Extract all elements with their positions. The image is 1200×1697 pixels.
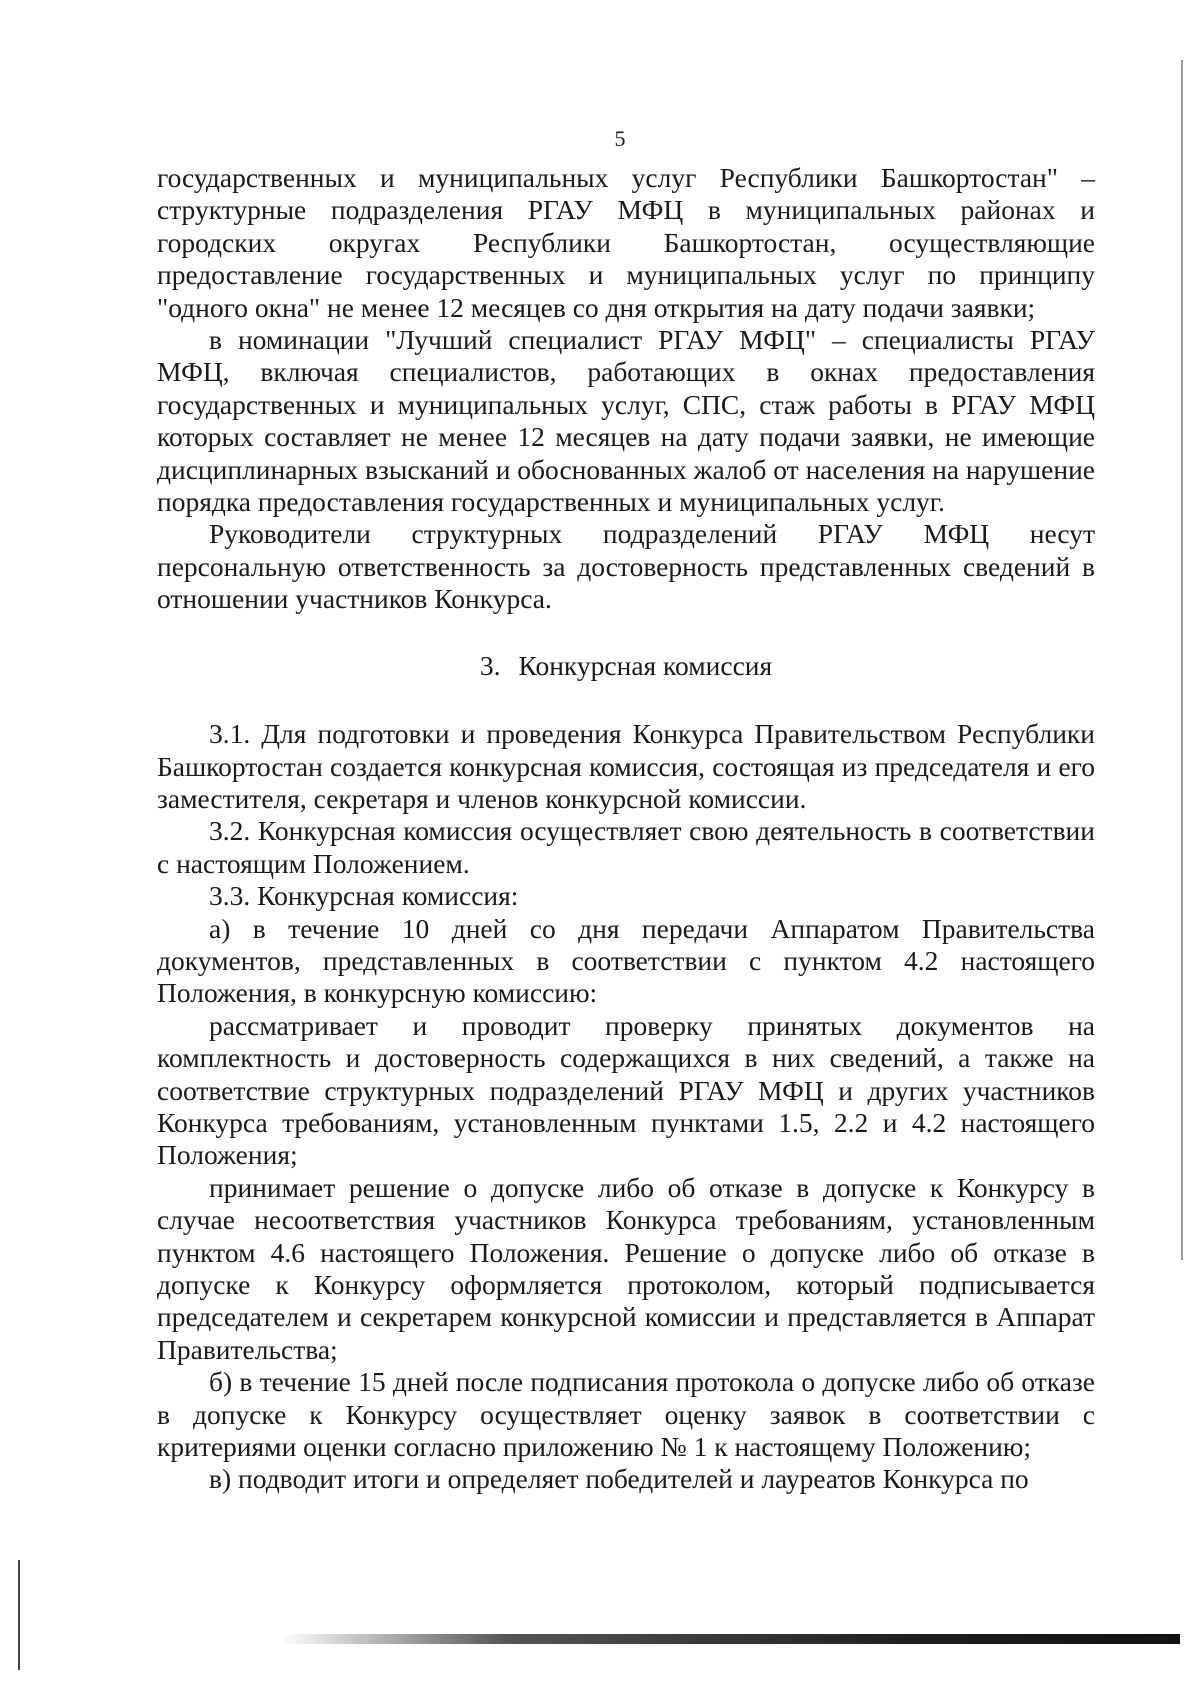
- scan-bottom-bar: [280, 1634, 1180, 1644]
- clause-3-3: 3.3. Конкурсная комиссия:: [209, 880, 519, 912]
- subclause-a-decision: принимает решение о допуске либо об отказе в допуске к Конкурсу в случае несоответствия участников Конкурса требованиям, установленным пунктом 4.6 настоящего Положения. Решение о допуске либо об отказе в допуске к Конкурсу оформляется протоколом, который подписывается председателем и секретарем конкурсной комиссии и представляется в Аппарат Правительства;: [157, 1171, 1095, 1365]
- document-body: [157, 162, 1095, 1496]
- scan-edge-right: [1181, 60, 1183, 1260]
- paragraph-responsibility: Руководители структурных подразделений РГАУ МФЦ несут персональную ответственность за достоверность представленных сведений в отношении участников Конкурса.: [157, 518, 1095, 615]
- clause-3-2: 3.2. Конкурсная комиссия осуществляет свою деятельность в соответствии с настоящим Положением.: [157, 815, 1095, 879]
- paragraph-best-specialist: в номинации "Лучший специалист РГАУ МФЦ" – специалисты РГАУ МФЦ, включая специалистов, работающих в окнах предоставления государственных и муниципальных услуг, СПС, стаж работы в РГАУ МФЦ которых составляет не менее 12 месяцев на дату подачи заявки, не имеющие дисциплинарных взысканий и обоснованных жалоб от населения на нарушение порядка предоставления государственных и муниципальных услуг.: [157, 324, 1096, 518]
- page-number: 5: [614, 126, 626, 151]
- paragraph-continuation: государственных и муниципальных услуг Республики Башкортостан" – структурные подразделения РГАУ МФЦ в муниципальных районах и городских округах Республики Башкортостан, осуществляющие предоставление государственных и муниципальных услуг по принципу "одного окна" не менее 12 месяцев со дня открытия на дату подачи заявки;: [157, 162, 1095, 323]
- scan-edge-left: [18, 1560, 20, 1670]
- section-heading: [157, 650, 1095, 682]
- clause-3-1: 3.1. Для подготовки и проведения Конкурса Правительством Республики Башкортостан создается конкурсная комиссия, состоящая из председателя и его заместителя, секретаря и членов конкурсной комиссии.: [157, 718, 1095, 814]
- section-number: 3.: [479, 649, 501, 681]
- subclause-v: в) подводит итоги и определяет победителей и лауреатов Конкурса по: [209, 1463, 1029, 1495]
- section-title: Конкурсная комиссия: [518, 649, 773, 681]
- subclause-a-review: рассматривает и проводит проверку принятых документов на комплектность и достоверность содержащихся в них сведений, а также на соответствие структурных подразделений РГАУ МФЦ и других участников Конкурса требованиям, установленным пунктами 1.5, 2.2 и 4.2 настоящего Положения;: [157, 1009, 1095, 1171]
- subclause-b: б) в течение 15 дней после подписания протокола о допуске либо об отказе в допуске к Конкурсу осуществляет оценку заявок в соответствии с критериями оценки согласно приложению № 1 к настоящему Положению;: [157, 1366, 1095, 1463]
- subclause-a: а) в течение 10 дней со дня передачи Аппаратом Правительства документов, представленных в соответствии с пунктом 4.2 настоящего Положения, в конкурсную комиссию:: [157, 912, 1095, 1009]
